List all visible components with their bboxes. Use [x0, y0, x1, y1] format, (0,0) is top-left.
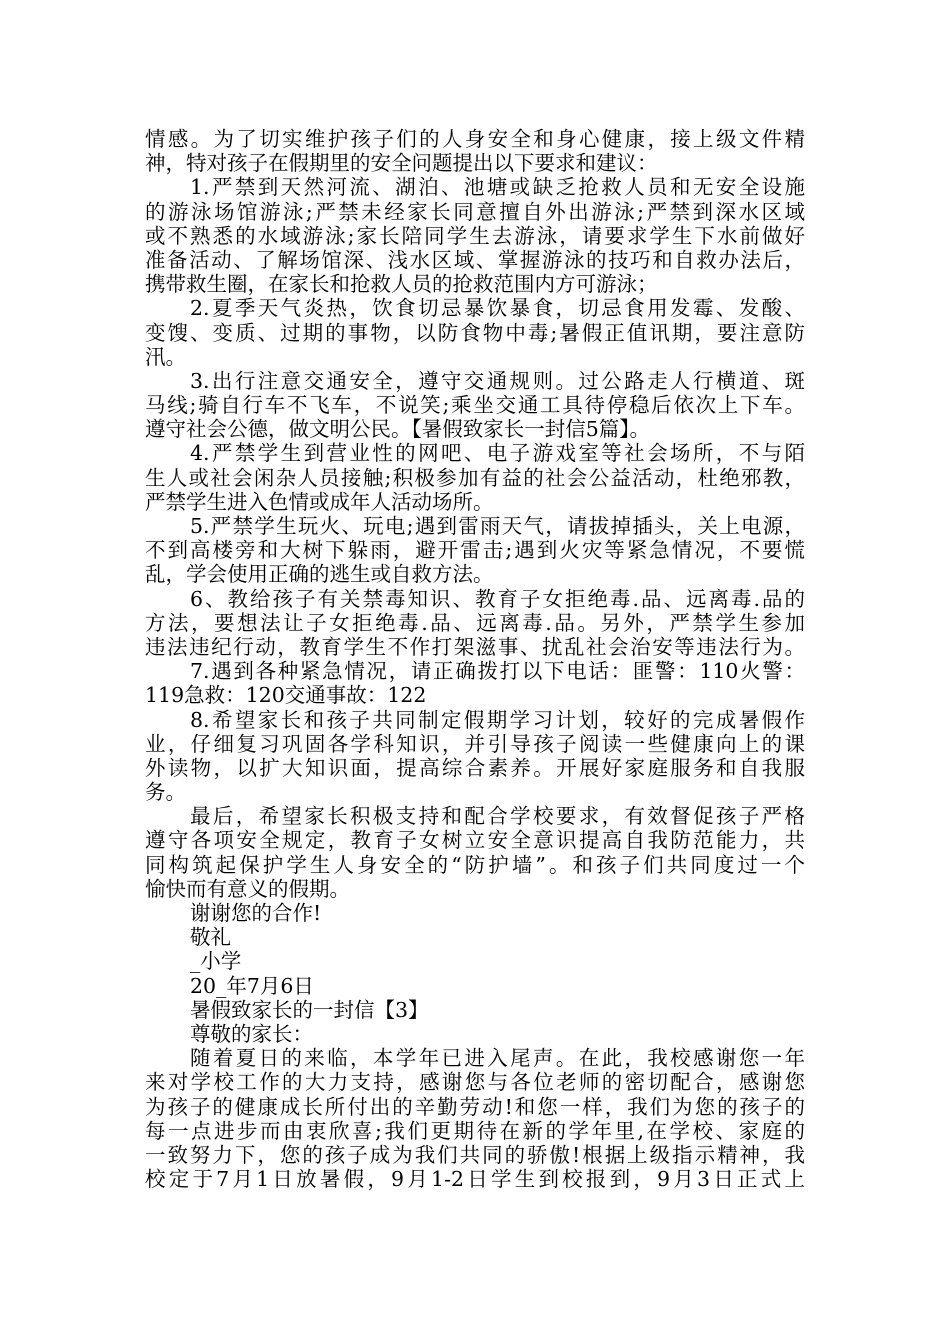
text-line: 乱，学会使用正确的逃生或自救方法。 — [145, 562, 494, 587]
text-line: 生人或社会闲杂人员接触;积极参加有益的社会公益活动，杜绝邪教， — [145, 465, 805, 490]
text-line: 准备活动、了解场馆深、浅水区域、掌握游泳的技巧和自救办法后， — [145, 247, 805, 272]
text-line: 7.遇到各种紧急情况，请正确拨打以下电话：匪警：110火警： — [190, 659, 805, 684]
text-line: 外读物，以扩大知识面，提高综合素养。开展好家庭服务和自我服 — [145, 755, 805, 780]
text-line: 同构筑起保护学生人身安全的“防护墙”。和孩子们共同度过一个 — [145, 852, 805, 877]
text-line: 谢谢您的合作! — [190, 901, 322, 925]
text-line: 8.希望家长和孩子共同制定假期学习计划，较好的完成暑假作 — [190, 707, 805, 732]
text-line: 为孩子的健康成长所付出的辛勤劳动!和您一样，我们为您的孩子的 — [145, 1094, 805, 1119]
text-line: 敬礼 — [190, 925, 231, 950]
text-line: 违法违纪行动，教育学生不作打架滋事、扰乱社会治安等违法行为。 — [145, 634, 805, 659]
text-line: 每一点进步而由衷欣喜;我们更期待在新的学年里,在学校、家庭的 — [145, 1118, 805, 1143]
text-line: 方法，要想法让子女拒绝毒.品、远离毒.品。另外，严禁学生参加 — [145, 610, 805, 635]
text-line: 最后，希望家长积极支持和配合学校要求，有效督促孩子严格 — [190, 804, 805, 829]
text-line: 来对学校工作的大力支持，感谢您与各位老师的密切配合，感谢您 — [145, 1070, 805, 1095]
letter-body — [145, 127, 805, 1191]
text-line: 遵守社会公德，做文明公民。【暑假致家长一封信5篇】。 — [145, 417, 651, 442]
text-line: 20_年7月6日 — [190, 973, 314, 998]
text-line: 暑假致家长的一封信【3】 — [190, 997, 429, 1022]
text-line: 1.严禁到天然河流、湖泊、池塘或缺乏抢救人员和无安全设施 — [190, 175, 805, 200]
text-line: 随着夏日的来临，本学年已进入尾声。在此，我校感谢您一年 — [190, 1046, 805, 1071]
text-line: 情感。为了切实维护孩子们的人身安全和身心健康，接上级文件精 — [145, 127, 805, 151]
text-line: 严禁学生进入色情或成年人活动场所。 — [145, 489, 494, 514]
text-line: 6、教给孩子有关禁毒知识、教育子女拒绝毒.品、远离毒.品的 — [190, 586, 805, 611]
text-line: 5.严禁学生玩火、玩电;遇到雷雨天气，请拔掉插头，关上电源， — [190, 514, 805, 538]
text-line: 神，特对孩子在假期里的安全问题提出以下要求和建议： — [145, 151, 658, 176]
text-line: 119急救：120交通事故：122 — [145, 683, 427, 708]
text-line: 遵守各项安全规定，教育子女树立安全意识提高自我防范能力，共 — [145, 828, 805, 853]
text-line: 2.夏季天气炎热，饮食切忌暴饮暴食，切忌食用发霉、发酸、 — [190, 296, 805, 321]
text-line: 校定于7月1日放暑假，9月1-2日学生到校报到，9月3日正式上 — [145, 1167, 805, 1192]
text-line: _小学 — [190, 949, 242, 974]
text-line: 汛。 — [145, 344, 186, 369]
text-line: 业，仔细复习巩固各学科知识，并引导孩子阅读一些健康向上的课 — [145, 731, 805, 756]
text-line: 4.严禁学生到营业性的网吧、电子游戏室等社会场所，不与陌 — [190, 441, 805, 466]
text-line: 的游泳场馆游泳;严禁未经家长同意擅自外出游泳;严禁到深水区域 — [145, 199, 805, 224]
text-line: 务。 — [145, 780, 186, 805]
text-line: 马线;骑自行车不飞车，不说笑;乘坐交通工具待停稳后依次上下车。 — [145, 393, 805, 418]
text-line: 一致努力下，您的孩子成为我们共同的骄傲!根据上级指示精神，我 — [145, 1142, 805, 1167]
text-line: 携带救生圈，在家长和抢救人员的抢救范围内方可游泳； — [145, 272, 658, 297]
text-line: 尊敬的家长： — [190, 1021, 313, 1046]
text-line: 变馊、变质、过期的事物，以防食物中毒;暑假正值讯期，要注意防 — [145, 320, 805, 345]
text-line: 或不熟悉的水域游泳;家长陪同学生去游泳，请要求学生下水前做好 — [145, 223, 805, 248]
text-line: 3.出行注意交通安全，遵守交通规则。过公路走人行横道、斑 — [190, 368, 805, 393]
text-line: 愉快而有意义的假期。 — [145, 876, 350, 901]
text-line: 不到高楼旁和大树下躲雨，避开雷击;遇到火灾等紧急情况，不要慌 — [145, 538, 805, 563]
